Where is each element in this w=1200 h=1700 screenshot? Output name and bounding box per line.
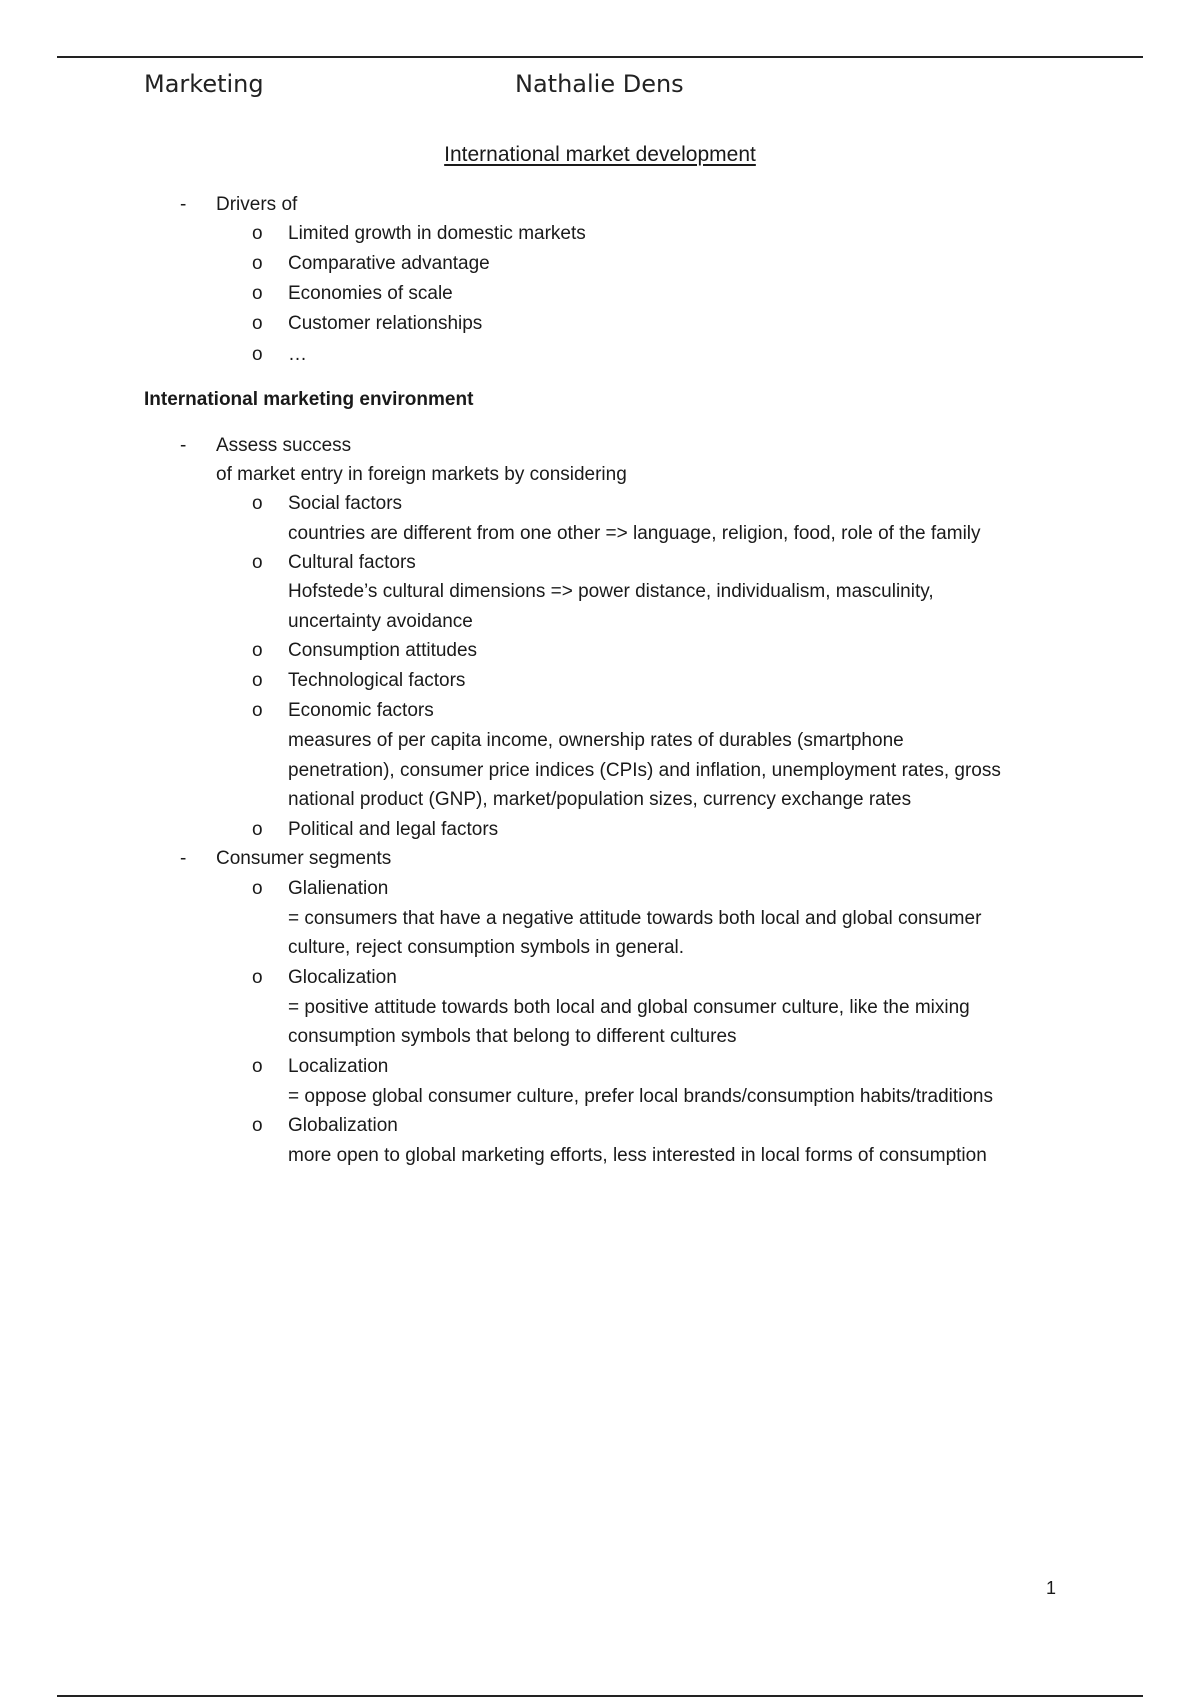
assess-label: Assess success [216, 435, 352, 456]
list-item: Customer relationships [288, 313, 483, 334]
drivers-label: Drivers of [216, 194, 298, 215]
glalienation-desc-1: = consumers that have a negative attitude towards both local and global consumer [288, 908, 982, 929]
economic-desc-3: national product (GNP), market/population sizes, currency exchange rates [288, 789, 912, 810]
assess-label-cont: of market entry in foreign markets by considering [216, 464, 627, 485]
sub-bullet: o [252, 253, 263, 274]
glocalization-desc-2: consumption symbols that belong to different cultures [288, 1026, 737, 1047]
glalienation-desc-2: culture, reject consumption symbols in general. [288, 937, 685, 958]
sub-bullet: o [252, 878, 263, 899]
sub-bullet: o [252, 552, 263, 573]
dash-bullet: - [180, 848, 187, 869]
glocalization-label: Glocalization [288, 967, 397, 988]
sub-bullet: o [252, 670, 263, 691]
glocalization-desc-1: = positive attitude towards both local and global consumer culture, like the mixing [288, 997, 970, 1018]
sub-bullet: o [252, 967, 263, 988]
page-title: International market development [444, 143, 756, 166]
list-item: Limited growth in domestic markets [288, 223, 586, 244]
political-label: Political and legal factors [288, 819, 499, 840]
globalization-label: Globalization [288, 1115, 398, 1136]
list-item: … [288, 344, 307, 365]
localization-label: Localization [288, 1056, 389, 1077]
sub-bullet: o [252, 223, 263, 244]
header-rule [57, 56, 1143, 58]
sub-bullet: o [252, 1115, 263, 1136]
list-item: Economies of scale [288, 283, 453, 304]
page-number: 1 [1046, 1578, 1057, 1598]
dash-bullet: - [180, 194, 187, 215]
dash-bullet: - [180, 435, 187, 456]
glalienation-label: Glalienation [288, 878, 389, 899]
social-desc: countries are different from one other => language, religion, food, role of the family [288, 523, 981, 544]
sub-bullet: o [252, 700, 263, 721]
economic-desc-2: penetration), consumer price indices (CPIs) and inflation, unemployment rates, gross [288, 760, 1001, 781]
section-heading: International marketing environment [144, 389, 474, 410]
economic-label: Economic factors [288, 700, 434, 721]
cultural-desc-2: uncertainty avoidance [288, 611, 473, 632]
header-course: Marketing [144, 70, 264, 98]
header-author: Nathalie Dens [515, 70, 684, 98]
list-item: Comparative advantage [288, 253, 490, 274]
economic-desc-1: measures of per capita income, ownership rates of durables (smartphone [288, 730, 904, 751]
sub-bullet: o [252, 640, 263, 661]
sub-bullet: o [252, 313, 263, 334]
globalization-desc: more open to global marketing efforts, less interested in local forms of consumption [288, 1145, 987, 1166]
sub-bullet: o [252, 493, 263, 514]
footer-rule [57, 1695, 1143, 1697]
sub-bullet: o [252, 819, 263, 840]
technological-label: Technological factors [288, 670, 466, 691]
consumption-label: Consumption attitudes [288, 640, 478, 661]
segments-label: Consumer segments [216, 848, 392, 869]
sub-bullet: o [252, 1056, 263, 1077]
sub-bullet: o [252, 344, 263, 365]
localization-desc: = oppose global consumer culture, prefer local brands/consumption habits/traditions [288, 1086, 993, 1107]
social-label: Social factors [288, 493, 403, 514]
cultural-label: Cultural factors [288, 552, 416, 573]
cultural-desc-1: Hofstede’s cultural dimensions => power distance, individualism, masculinity, [288, 581, 934, 602]
sub-bullet: o [252, 283, 263, 304]
